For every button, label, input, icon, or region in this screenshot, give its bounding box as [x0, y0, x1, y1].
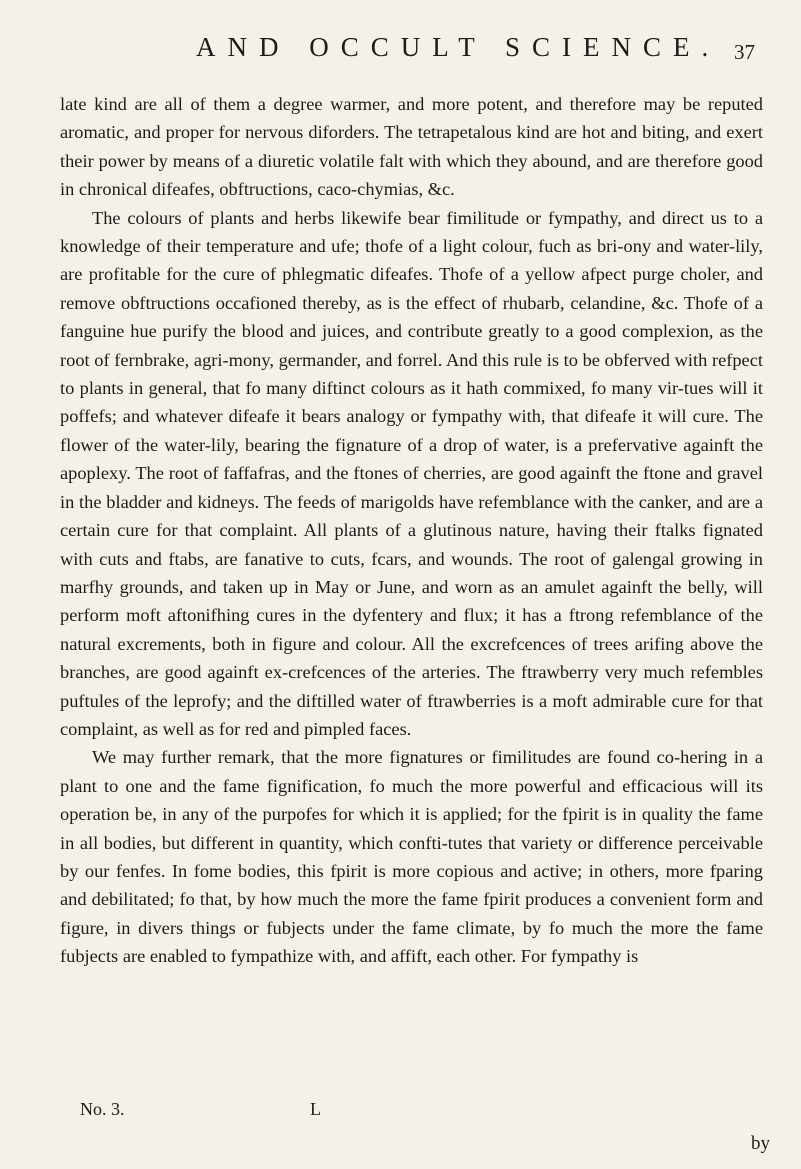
body-text [60, 90, 763, 971]
paragraph-1: late kind are all of them a degree warmer, and more potent, and therefore may be reputed aromatic, and proper for nervous diforders. The tetrapetalous kind are hot and biting, and exert their power by means of a diuretic volatile falt with which they abound, and are therefore good in chronical difeafes, obftructions, caco-chymias, &c. [60, 94, 763, 200]
paragraph-3: We may further remark, that the more fignatures or fimilitudes are found co-hering in a plant to one and the fame fignification, fo much the more powerful and efficacious will its operation be, in any of the purpofes for which it is applied; for the fpirit is in quality the fame in all bodies, but different in quantity, which confti-tutes that variety or difference perceivable by our fenfes. In fome bodies, this fpirit is more copious and active; in others, more fparing and debilitated; fo that, by how much the more the fame fpirit produces a convenient form and figure, in divers things or fubjects under the fame climate, by fo much the more the fame fubjects are enabled to fympathize with, and affift, each other. For fympathy is [60, 747, 763, 967]
catchword: by [751, 1133, 770, 1154]
signature-mark: No. 3. [80, 1099, 125, 1119]
page-number: 37 [734, 40, 755, 64]
page-footer [60, 1099, 770, 1159]
page-header [0, 30, 801, 70]
paragraph-2: The colours of plants and herbs likewife bear fimilitude or fympathy, and direct us to a knowledge of their temperature and ufe; thofe of a light colour, fuch as bri-ony and water-lily, are profitable for the cure of phlegmatic difeafes. Thofe of a yellow afpect purge choler, and remove obftructions occafioned thereby, as is the effect of rhubarb, celandine, &c. Thofe of a fanguine hue purify the blood and juices, and contribute greatly to a good complexion, as the root of fernbrake, agri-mony, germander, and forrel. And this rule is to be obferved with refpect to plants in general, that fo many diftinct colours as it hath commixed, fo many vir-tues will it poffefs; and whatever difeafe it bears analogy or fympathy with, that difeafe it will cure. The flower of the water-lily, bearing the fignature of a drop of water, is a prefervative againft the apoplexy. The root of faffafras, and the ftones of cherries, are good againft the ftone and gravel in the bladder and kidneys. The feeds of marigolds have refemblance with the canker, and are a certain cure for that complaint. All plants of a glutinous nature, having their ftalks fignated with cuts and ftabs, are fanative to cuts, fcars, and wounds. The root of galengal growing in marfhy grounds, and taken up in May or June, and worn as an amulet againft the belly, will perform moft aftonifhing cures in the dyfentery and flux; it has a ftrong refemblance of the natural excrements, both in figure and colour. All the excrefcences of trees arifing above the branches, are good againft ex-crefcences of the arteries. The ftrawberry very much refembles puftules of the leprofy; and the diftilled water of ftrawberries is a moft admirable cure for that complaint, as well as for red and pimpled faces. [60, 207, 763, 739]
running-head: AND OCCULT SCIENCE. [196, 32, 721, 62]
signature-letter: L [310, 1099, 321, 1119]
